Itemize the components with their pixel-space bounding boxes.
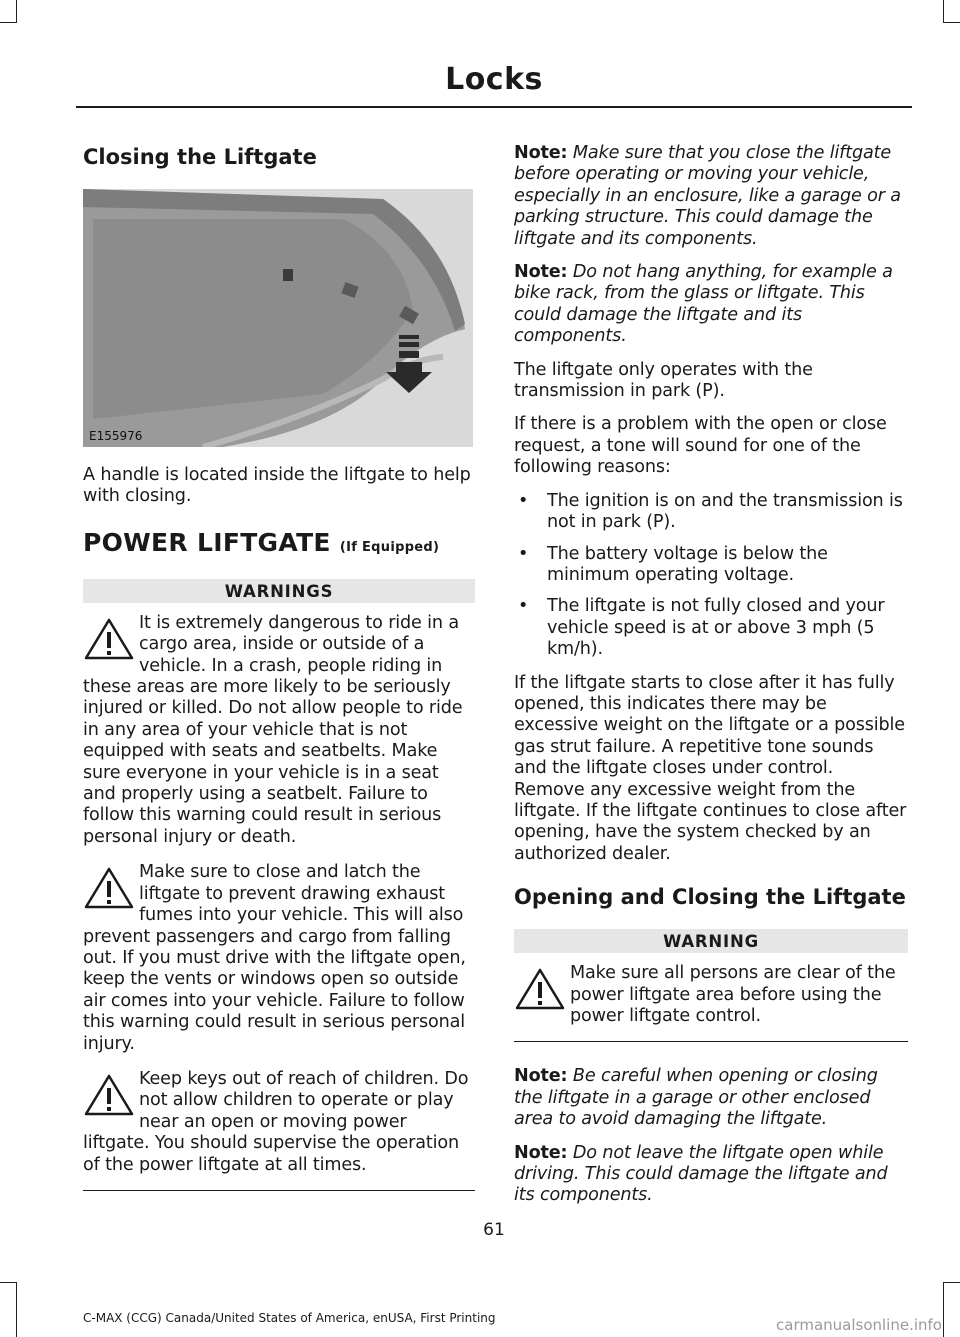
note-paragraph xyxy=(514,143,908,250)
warning-triangle-icon xyxy=(83,1073,135,1117)
warning-text: It is extremely dangerous to ride in a cargo area, inside or outside of a vehicle. In a crash, people riding in these areas are more likely to be seriously injured or killed. Do not allow people to ride in any area of your vehicle that is not equipped with seats and seatbelts. Make sure everyone in your vehicle is in a seat and properly using a seatbelt. Failure to follow this warning could result in serious personal injury or death. xyxy=(83,612,463,847)
crop-mark xyxy=(943,1282,944,1337)
liftgate-figure xyxy=(83,189,473,447)
list-item: • The liftgate is not fully closed and your vehicle speed is at or above 3 mph (5 km/h). xyxy=(514,596,908,660)
subhead-closing-liftgate: Closing the Liftgate xyxy=(83,145,317,169)
crop-mark xyxy=(16,1282,17,1337)
section-title-text: POWER LIFTGATE xyxy=(83,527,331,557)
note-paragraph xyxy=(514,262,908,348)
warning-text: Keep keys out of reach of children. Do not allow children to operate or play near an open or moving power liftgate. You should supervise the operation of the power liftgate at all times. xyxy=(83,1068,469,1175)
list-item: • The ignition is on and the transmission is not in park (P). xyxy=(514,491,908,534)
subhead-opening-closing: Opening and Closing the Liftgate xyxy=(514,885,906,910)
warning-triangle-icon xyxy=(83,866,135,910)
body-paragraph: If there is a problem with the open or close request, a tone will sound for one of the following reasons: xyxy=(514,414,887,478)
footer-text: C-MAX (CCG) Canada/United States of America, enUSA, First Printing xyxy=(83,1311,496,1325)
crop-mark xyxy=(943,0,944,22)
section-title-power-liftgate xyxy=(83,528,475,557)
watermark: carmanualsonline.info xyxy=(776,1316,942,1334)
header-rule xyxy=(76,106,912,108)
note-label: Note: xyxy=(514,1142,568,1163)
warning-item xyxy=(83,862,475,1055)
note-text: Do not leave the liftgate open while driving. This could damage the liftgate and its components. xyxy=(514,1142,888,1206)
warning-end-rule xyxy=(514,1041,908,1042)
note-label: Note: xyxy=(514,262,568,283)
figure-id: E155976 xyxy=(89,429,143,443)
warning-header: WARNING xyxy=(514,929,908,953)
page-header-title: Locks xyxy=(445,62,543,97)
crop-mark xyxy=(16,0,17,22)
page-number: 61 xyxy=(483,1220,505,1240)
warning-triangle-icon xyxy=(514,967,566,1011)
left-column xyxy=(83,143,475,1191)
warnings-end-rule xyxy=(83,1190,475,1191)
crop-mark xyxy=(943,22,960,23)
body-paragraph: If the liftgate starts to close after it has fully opened, this indicates there may be excessive weight on the liftgate or a possible gas strut failure. A repetitive tone sounds and the liftgate closes under control. Remove any excessive weight from the liftgate. If the liftgate continues to close after opening, have the system checked by an authorized dealer. xyxy=(514,672,907,864)
warning-item xyxy=(83,613,475,848)
warning-triangle-icon xyxy=(83,617,135,661)
list-item: • The battery voltage is below the minimum operating voltage. xyxy=(514,544,908,587)
right-column xyxy=(514,143,908,1219)
note-label: Note: xyxy=(514,143,568,163)
reasons-list xyxy=(514,491,908,661)
body-paragraph: The liftgate only operates with the transmission in park (P). xyxy=(514,359,813,402)
note-label: Note: xyxy=(514,1066,568,1087)
liftgate-illustration xyxy=(83,189,473,447)
warning-text: Make sure to close and latch the liftgate to prevent drawing exhaust fumes into your vehicle. This will also prevent passengers and cargo from falling out. If you must drive with the liftgate open, keep the vents or windows open so outside air comes into your vehicle. Failure to follow this warning could result in serious personal injury. xyxy=(83,862,466,1054)
intro-paragraph: A handle is located inside the liftgate to help with closing. xyxy=(83,465,471,507)
section-qualifier: (If Equipped) xyxy=(339,539,440,555)
note-text: Do not hang anything, for example a bike rack, from the glass or liftgate. This could damage the liftgate and its components. xyxy=(514,262,893,347)
warning-item xyxy=(514,963,908,1027)
note-paragraph xyxy=(514,1066,908,1130)
crop-mark xyxy=(0,22,17,23)
warning-item xyxy=(83,1069,475,1176)
warnings-header: WARNINGS xyxy=(83,579,475,603)
note-paragraph xyxy=(514,1143,908,1207)
warning-text: Make sure all persons are clear of the power liftgate area before using the power liftgate control. xyxy=(570,963,896,1026)
crop-mark xyxy=(0,1282,17,1283)
note-text: Be careful when opening or closing the liftgate in a garage or other enclosed area to avoid damaging the liftgate. xyxy=(514,1066,878,1130)
note-text: Make sure that you close the liftgate before operating or moving your vehicle, especially in an enclosure, like a garage or a parking structure. This could damage the liftgate and its components. xyxy=(514,143,901,249)
crop-mark xyxy=(943,1282,960,1283)
